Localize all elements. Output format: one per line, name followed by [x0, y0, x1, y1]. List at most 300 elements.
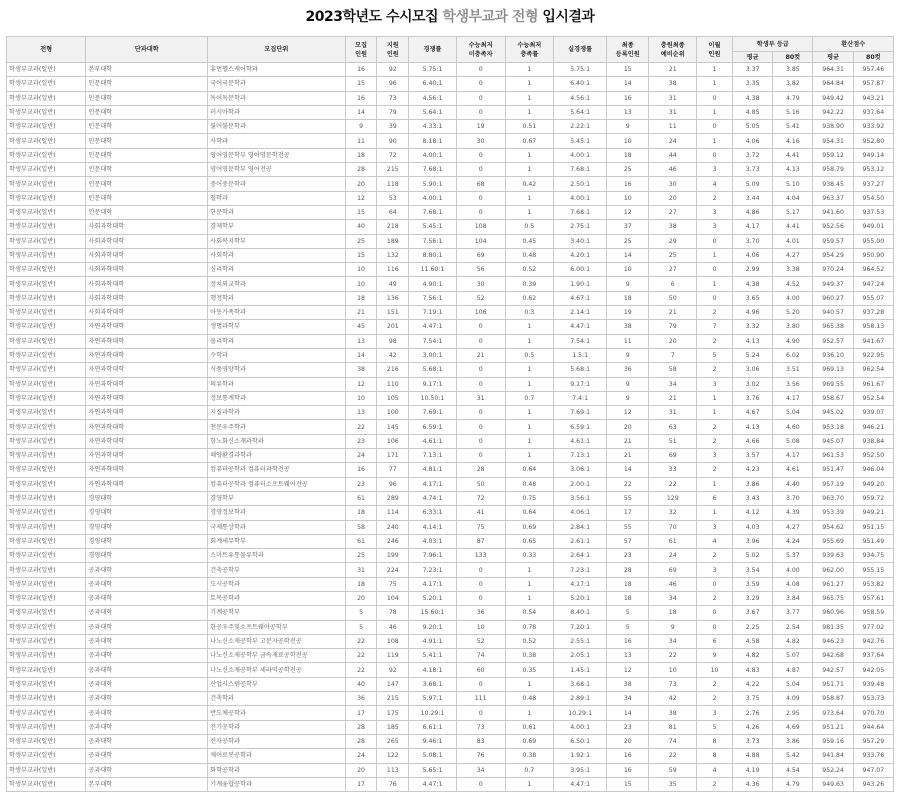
cell-csat-rate: 1: [505, 563, 554, 577]
table-row: [7, 534, 894, 548]
cell-college: 인문대학: [86, 134, 208, 148]
cell-quota: 20: [345, 591, 377, 605]
cell-csat-fail: 0: [456, 591, 505, 605]
cell-final-enrolled: 18: [607, 148, 649, 162]
cell-csat-rate: 0.45: [505, 234, 554, 248]
cell-score-80: 944.64: [853, 720, 893, 734]
cell-waitlist: 24: [649, 549, 697, 563]
cell-waitlist: 22: [649, 649, 697, 663]
cell-score-80: 977.02: [853, 620, 893, 634]
cell-real-ratio: 5.68:1: [554, 363, 607, 377]
cell-csat-rate: 0.65: [505, 534, 554, 548]
cell-ratio: 9.46:1: [409, 734, 457, 748]
cell-unit: 식품영양학과: [208, 363, 346, 377]
cell-score-avg: 953.39: [813, 506, 853, 520]
cell-waitlist: 46: [649, 163, 697, 177]
cell-carryover: 2: [697, 191, 733, 205]
cell-ratio: 7.19:1: [409, 306, 457, 320]
cell-quota: 18: [345, 291, 377, 305]
cell-waitlist: 22: [649, 477, 697, 491]
cell-csat-rate: 0.54: [505, 606, 554, 620]
table-row: [7, 191, 894, 205]
cell-real-ratio: 7.20:1: [554, 620, 607, 634]
cell-grade-avg: 4.67: [733, 406, 773, 420]
cell-csat-fail: 0: [456, 105, 505, 119]
cell-final-enrolled: 38: [607, 320, 649, 334]
cell-unit: 불어불문학과: [208, 120, 346, 134]
cell-score-avg: 936.10: [813, 348, 853, 362]
header-grade-avg: 평균: [733, 52, 773, 63]
table-row: [7, 506, 894, 520]
table-body: [7, 63, 894, 792]
cell-score-80: 953.73: [853, 692, 893, 706]
cell-csat-fail: 60: [456, 663, 505, 677]
cell-applicants: 64: [377, 205, 409, 219]
cell-unit: 건축학과: [208, 692, 346, 706]
cell-quota: 16: [345, 63, 377, 77]
cell-waitlist: 7: [649, 348, 697, 362]
cell-carryover: 3: [697, 449, 733, 463]
cell-score-avg: 961.27: [813, 577, 853, 591]
cell-college: 공과대학: [86, 649, 208, 663]
cell-final-enrolled: 13: [607, 649, 649, 663]
cell-college: 자연과학대학: [86, 477, 208, 491]
cell-csat-fail: 30: [456, 277, 505, 291]
table-row: [7, 634, 894, 648]
cell-quota: 18: [345, 577, 377, 591]
cell-score-avg: 965.75: [813, 591, 853, 605]
cell-csat-fail: 31: [456, 391, 505, 405]
table-row: [7, 606, 894, 620]
cell-real-ratio: 6.50:1: [554, 734, 607, 748]
cell-unit: 중어중문학과: [208, 177, 346, 191]
cell-college: 자연과학대학: [86, 320, 208, 334]
cell-final-enrolled: 21: [607, 449, 649, 463]
table-row: [7, 234, 894, 248]
cell-grade-80: 4.79: [773, 91, 813, 105]
cell-jeonhyeong: 학생부교과(일반): [7, 263, 86, 277]
cell-final-enrolled: 5: [607, 620, 649, 634]
cell-real-ratio: 5.20:1: [554, 591, 607, 605]
cell-grade-avg: 3.75: [733, 692, 773, 706]
cell-quota: 24: [345, 749, 377, 763]
cell-real-ratio: 4.47:1: [554, 320, 607, 334]
cell-grade-80: 4.00: [773, 291, 813, 305]
table-row: [7, 520, 894, 534]
cell-unit: 사회복지학부: [208, 234, 346, 248]
cell-unit: 천문우주학과: [208, 420, 346, 434]
cell-applicants: 96: [377, 477, 409, 491]
cell-csat-fail: 0: [456, 334, 505, 348]
cell-score-80: 922.95: [853, 348, 893, 362]
cell-jeonhyeong: 학생부교과(일반): [7, 549, 86, 563]
cell-college: 자연과학대학: [86, 434, 208, 448]
cell-unit: 제어로봇공학과: [208, 749, 346, 763]
cell-college: 공과대학: [86, 763, 208, 777]
cell-score-80: 937.64: [853, 105, 893, 119]
cell-real-ratio: 7.68:1: [554, 163, 607, 177]
cell-carryover: 1: [697, 477, 733, 491]
cell-ratio: 4.56:1: [409, 91, 457, 105]
cell-waitlist: 38: [649, 220, 697, 234]
cell-score-avg: 963.70: [813, 491, 853, 505]
cell-grade-80: 4.27: [773, 520, 813, 534]
cell-college: 공과대학: [86, 606, 208, 620]
cell-carryover: 2: [697, 549, 733, 563]
cell-score-avg: 946.23: [813, 634, 853, 648]
cell-jeonhyeong: 학생부교과(일반): [7, 234, 86, 248]
cell-quota: 11: [345, 134, 377, 148]
cell-carryover: 6: [697, 634, 733, 648]
cell-csat-fail: 52: [456, 291, 505, 305]
cell-applicants: 240: [377, 520, 409, 534]
cell-grade-avg: 3.59: [733, 577, 773, 591]
table-row: [7, 749, 894, 763]
cell-ratio: 4.00:1: [409, 191, 457, 205]
cell-final-enrolled: 18: [607, 591, 649, 605]
table-row: [7, 734, 894, 748]
cell-unit: 심리학과: [208, 263, 346, 277]
cell-waitlist: 22: [649, 749, 697, 763]
cell-applicants: 49: [377, 277, 409, 291]
cell-waitlist: 21: [649, 306, 697, 320]
cell-real-ratio: 2.75:1: [554, 220, 607, 234]
cell-csat-fail: 76: [456, 749, 505, 763]
cell-score-80: 934.75: [853, 549, 893, 563]
cell-college: 자연과학대학: [86, 463, 208, 477]
cell-jeonhyeong: 학생부교과(일반): [7, 663, 86, 677]
cell-college: 자연과학대학: [86, 334, 208, 348]
cell-ratio: 7.56:1: [409, 291, 457, 305]
cell-score-80: 953.82: [853, 577, 893, 591]
table-row: [7, 377, 894, 391]
header-real-ratio: 실경쟁률: [554, 37, 607, 63]
cell-csat-fail: 30: [456, 134, 505, 148]
cell-college: 자연과학대학: [86, 406, 208, 420]
cell-quota: 25: [345, 234, 377, 248]
cell-final-enrolled: 18: [607, 291, 649, 305]
table-row: [7, 649, 894, 663]
cell-grade-80: 3.77: [773, 606, 813, 620]
cell-score-80: 943.26: [853, 777, 893, 791]
cell-csat-rate: 1: [505, 320, 554, 334]
cell-grade-80: 4.82: [773, 634, 813, 648]
cell-ratio: 4.18:1: [409, 663, 457, 677]
cell-carryover: 3: [697, 706, 733, 720]
cell-score-avg: 942.68: [813, 649, 853, 663]
cell-unit: 영어영문학부 영어전공: [208, 163, 346, 177]
cell-quota: 22: [345, 420, 377, 434]
cell-ratio: 9.17:1: [409, 377, 457, 391]
cell-real-ratio: 4.00:1: [554, 148, 607, 162]
cell-final-enrolled: 57: [607, 534, 649, 548]
cell-grade-avg: 3.73: [733, 734, 773, 748]
cell-score-80: 937.53: [853, 205, 893, 219]
cell-ratio: 5.68:1: [409, 363, 457, 377]
cell-carryover: 2: [697, 420, 733, 434]
table-row: [7, 63, 894, 77]
cell-final-enrolled: 28: [607, 563, 649, 577]
cell-csat-rate: 0.78: [505, 620, 554, 634]
cell-score-avg: 961.53: [813, 449, 853, 463]
cell-carryover: 2: [697, 692, 733, 706]
cell-college: 공과대학: [86, 577, 208, 591]
cell-real-ratio: 4.00:1: [554, 191, 607, 205]
cell-college: 공과대학: [86, 706, 208, 720]
cell-grade-80: 4.54: [773, 763, 813, 777]
cell-csat-fail: 0: [456, 205, 505, 219]
cell-college: 공과대학: [86, 692, 208, 706]
cell-csat-fail: 0: [456, 420, 505, 434]
cell-unit: 영어영문학부 영어영문학전공: [208, 148, 346, 162]
cell-score-80: 958.59: [853, 606, 893, 620]
cell-grade-80: 3.38: [773, 263, 813, 277]
cell-jeonhyeong: 학생부교과(일반): [7, 520, 86, 534]
cell-jeonhyeong: 학생부교과(일반): [7, 220, 86, 234]
cell-final-enrolled: 10: [607, 134, 649, 148]
cell-score-80: 957.87: [853, 77, 893, 91]
cell-score-80: 957.46: [853, 63, 893, 77]
cell-grade-80: 4.61: [773, 463, 813, 477]
cell-unit: 스마트유통물류학과: [208, 549, 346, 563]
cell-csat-rate: 1: [505, 77, 554, 91]
cell-csat-fail: 28: [456, 463, 505, 477]
cell-quota: 10: [345, 263, 377, 277]
cell-csat-rate: 0.75: [505, 491, 554, 505]
cell-score-80: 954.50: [853, 191, 893, 205]
table-row: [7, 477, 894, 491]
cell-csat-rate: 1: [505, 406, 554, 420]
cell-college: 경영대학: [86, 520, 208, 534]
cell-final-enrolled: 20: [607, 734, 649, 748]
cell-college: 사회과학대학: [86, 234, 208, 248]
cell-ratio: 8.80:1: [409, 248, 457, 262]
cell-real-ratio: 4.47:1: [554, 777, 607, 791]
cell-waitlist: 61: [649, 534, 697, 548]
cell-unit: 의류학과: [208, 377, 346, 391]
cell-score-avg: 949.63: [813, 777, 853, 791]
cell-final-enrolled: 23: [607, 720, 649, 734]
cell-grade-80: 3.86: [773, 734, 813, 748]
cell-unit: 나노신소재공학부 세라믹공학전공: [208, 663, 346, 677]
cell-final-enrolled: 18: [607, 577, 649, 591]
cell-grade-avg: 3.70: [733, 234, 773, 248]
cell-ratio: 10.50:1: [409, 391, 457, 405]
cell-grade-avg: 3.73: [733, 163, 773, 177]
cell-ratio: 4.47:1: [409, 777, 457, 791]
cell-real-ratio: 4.06:1: [554, 506, 607, 520]
cell-jeonhyeong: 학생부교과(일반): [7, 91, 86, 105]
cell-jeonhyeong: 학생부교과(일반): [7, 120, 86, 134]
cell-csat-rate: 1: [505, 706, 554, 720]
cell-quota: 10: [345, 277, 377, 291]
cell-csat-rate: 0.67: [505, 134, 554, 148]
cell-final-enrolled: 22: [607, 477, 649, 491]
header-jeonhyeong: 전형: [7, 37, 86, 63]
cell-carryover: 0: [697, 91, 733, 105]
cell-real-ratio: 4.61:1: [554, 434, 607, 448]
cell-grade-avg: 3.35: [733, 77, 773, 91]
cell-score-80: 933.92: [853, 120, 893, 134]
cell-csat-rate: 1: [505, 449, 554, 463]
cell-ratio: 5.45:1: [409, 220, 457, 234]
header-csat-fail: 수능최저 미충족자: [456, 37, 505, 63]
cell-quota: 45: [345, 320, 377, 334]
cell-score-80: 933.76: [853, 749, 893, 763]
cell-college: 공과대학: [86, 734, 208, 748]
table-row: [7, 620, 894, 634]
cell-score-80: 950.90: [853, 248, 893, 262]
cell-real-ratio: 4.20:1: [554, 248, 607, 262]
cell-real-ratio: 3.95:1: [554, 763, 607, 777]
cell-csat-rate: 0.7: [505, 391, 554, 405]
cell-waitlist: 27: [649, 205, 697, 219]
cell-score-avg: 958.67: [813, 391, 853, 405]
cell-final-enrolled: 38: [607, 677, 649, 691]
cell-jeonhyeong: 학생부교과(일반): [7, 763, 86, 777]
cell-carryover: 6: [697, 491, 733, 505]
cell-ratio: 4.33:1: [409, 120, 457, 134]
cell-applicants: 90: [377, 134, 409, 148]
cell-real-ratio: 3.68:1: [554, 677, 607, 691]
header-grade-group: 학생부 등급: [733, 37, 813, 52]
cell-college: 경영대학: [86, 549, 208, 563]
cell-score-80: 955.07: [853, 291, 893, 305]
cell-real-ratio: 1.92:1: [554, 749, 607, 763]
cell-waitlist: 34: [649, 591, 697, 605]
cell-applicants: 116: [377, 263, 409, 277]
cell-ratio: 6.33:1: [409, 506, 457, 520]
cell-csat-fail: 0: [456, 148, 505, 162]
cell-unit: 컴퓨터공학과 컴퓨터과학전공: [208, 463, 346, 477]
cell-ratio: 4.00:1: [409, 148, 457, 162]
cell-college: 공과대학: [86, 634, 208, 648]
cell-grade-avg: 3.06: [733, 363, 773, 377]
cell-score-80: 970.70: [853, 706, 893, 720]
cell-quota: 58: [345, 520, 377, 534]
cell-jeonhyeong: 학생부교과(일반): [7, 634, 86, 648]
cell-score-avg: 951.71: [813, 677, 853, 691]
cell-csat-rate: 1: [505, 577, 554, 591]
cell-waitlist: 74: [649, 734, 697, 748]
cell-unit: 사회학과: [208, 248, 346, 262]
cell-csat-fail: 21: [456, 348, 505, 362]
cell-carryover: 0: [697, 606, 733, 620]
cell-applicants: 114: [377, 506, 409, 520]
cell-real-ratio: 3.06:1: [554, 463, 607, 477]
header-carryover: 이월 인원: [697, 37, 733, 63]
header-college: 단과대학: [86, 37, 208, 63]
cell-applicants: 75: [377, 577, 409, 591]
cell-final-enrolled: 16: [607, 177, 649, 191]
table-row: [7, 363, 894, 377]
cell-final-enrolled: 16: [607, 749, 649, 763]
cell-csat-rate: 0.48: [505, 477, 554, 491]
cell-grade-80: 4.17: [773, 391, 813, 405]
cell-waitlist: 21: [649, 391, 697, 405]
cell-jeonhyeong: 학생부교과(일반): [7, 620, 86, 634]
cell-ratio: 7.68:1: [409, 205, 457, 219]
cell-unit: 전기공학과: [208, 720, 346, 734]
cell-unit: 국제통상학과: [208, 520, 346, 534]
cell-score-avg: 939.63: [813, 549, 853, 563]
cell-applicants: 105: [377, 391, 409, 405]
cell-jeonhyeong: 학생부교과(일반): [7, 563, 86, 577]
cell-real-ratio: 2.50:1: [554, 177, 607, 191]
cell-grade-avg: 3.96: [733, 534, 773, 548]
cell-csat-rate: 1: [505, 148, 554, 162]
cell-quota: 61: [345, 491, 377, 505]
cell-waitlist: 33: [649, 463, 697, 477]
cell-quota: 28: [345, 720, 377, 734]
header-unit: 모집단위: [208, 37, 346, 63]
cell-college: 사회과학대학: [86, 220, 208, 234]
cell-jeonhyeong: 학생부교과(일반): [7, 692, 86, 706]
cell-csat-rate: 0.51: [505, 120, 554, 134]
cell-jeonhyeong: 학생부교과(일반): [7, 277, 86, 291]
cell-carryover: 2: [697, 777, 733, 791]
cell-ratio: 4.81:1: [409, 463, 457, 477]
cell-grade-avg: 3.43: [733, 491, 773, 505]
cell-csat-fail: 34: [456, 763, 505, 777]
cell-college: 인문대학: [86, 91, 208, 105]
cell-ratio: 5.64:1: [409, 105, 457, 119]
cell-final-enrolled: 9: [607, 377, 649, 391]
table-row: [7, 563, 894, 577]
cell-carryover: 0: [697, 234, 733, 248]
cell-grade-avg: 5.05: [733, 120, 773, 134]
cell-unit: 휴먼헬스케어학과: [208, 63, 346, 77]
cell-grade-avg: 3.44: [733, 191, 773, 205]
cell-applicants: 92: [377, 663, 409, 677]
cell-final-enrolled: 55: [607, 491, 649, 505]
cell-unit: 국어국문학과: [208, 77, 346, 91]
table-row: [7, 577, 894, 591]
cell-quota: 20: [345, 177, 377, 191]
cell-unit: 항공우주및소프트웨어공학부: [208, 620, 346, 634]
cell-waitlist: 21: [649, 63, 697, 77]
cell-csat-rate: 0.61: [505, 720, 554, 734]
cell-grade-avg: 3.54: [733, 563, 773, 577]
cell-grade-avg: 3.65: [733, 291, 773, 305]
cell-quota: 13: [345, 406, 377, 420]
cell-quota: 14: [345, 348, 377, 362]
cell-grade-avg: 3.72: [733, 148, 773, 162]
cell-unit: 해양환경과학과: [208, 449, 346, 463]
cell-grade-avg: 3.32: [733, 320, 773, 334]
cell-grade-avg: 4.22: [733, 677, 773, 691]
cell-jeonhyeong: 학생부교과(일반): [7, 463, 86, 477]
cell-grade-80: 5.41: [773, 120, 813, 134]
cell-csat-fail: 0: [456, 706, 505, 720]
cell-jeonhyeong: 학생부교과(일반): [7, 577, 86, 591]
cell-waitlist: 29: [649, 234, 697, 248]
cell-score-80: 957.61: [853, 591, 893, 605]
cell-csat-fail: 0: [456, 406, 505, 420]
cell-carryover: 0: [697, 120, 733, 134]
cell-real-ratio: 4.56:1: [554, 91, 607, 105]
cell-real-ratio: 2.55:1: [554, 634, 607, 648]
cell-score-avg: 965.38: [813, 320, 853, 334]
cell-jeonhyeong: 학생부교과(일반): [7, 134, 86, 148]
cell-applicants: 119: [377, 649, 409, 663]
cell-score-80: 938.84: [853, 434, 893, 448]
cell-applicants: 98: [377, 334, 409, 348]
cell-csat-rate: 1: [505, 591, 554, 605]
cell-score-avg: 954.31: [813, 134, 853, 148]
table-row: [7, 720, 894, 734]
cell-csat-fail: 111: [456, 692, 505, 706]
